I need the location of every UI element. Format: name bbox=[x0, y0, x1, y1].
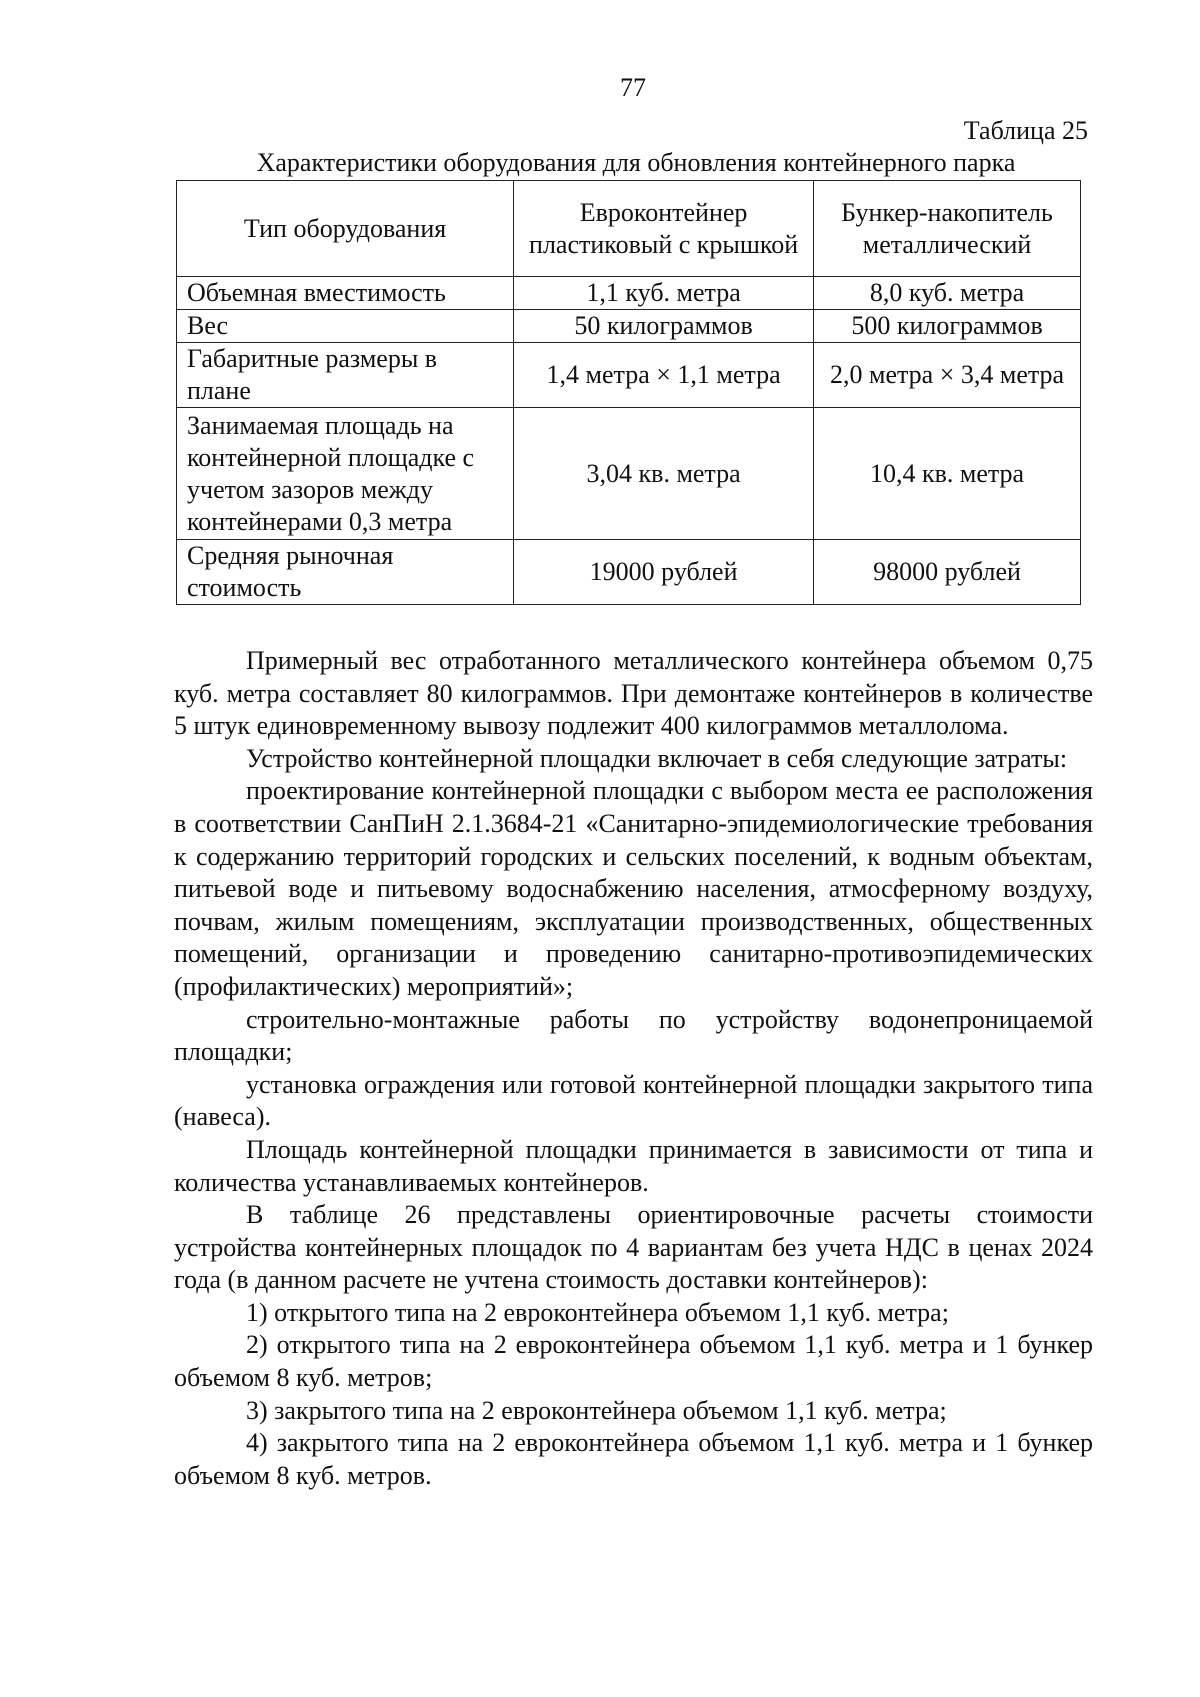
table-cell: 8,0 куб. метра bbox=[814, 277, 1081, 310]
paragraph: проектирование контейнерной площадки с выбором места ее расположения в соответствии СанПиН 2.1.3684-21 «Санитарно-эпидемиологические требования к содержанию территорий городских и сельских поселений, к водным объектам, питьевой воде и питьевому водоснабжению населения, атмосферному воздуху, почвам, жилым помещениям, эксплуатации производственных, общественных помещений, организации и проведению санитарно-противоэпидемических (профилактических) мероприятий»; bbox=[174, 776, 1093, 1001]
table-cell: 10,4 кв. метра bbox=[814, 408, 1081, 540]
table-header-row bbox=[177, 181, 1081, 277]
table-cell: 2,0 метра × 3,4 метра bbox=[814, 343, 1081, 408]
list-item: 3) закрытого типа на 2 евроконтейнера объемом 1,1 куб. метра; bbox=[246, 1395, 947, 1425]
page-number: 77 bbox=[620, 73, 646, 102]
paragraph: строительно-монтажные работы по устройству водонепроницаемой площадки; bbox=[174, 1004, 1093, 1067]
list-item: 1) открытого типа на 2 евроконтейнера объемом 1,1 куб. метра; bbox=[246, 1297, 949, 1327]
table-cell: Занимаемая площадь на контейнерной площадке с учетом зазоров между контейнерами 0,3 метра bbox=[177, 408, 514, 540]
list-item: 4) закрытого типа на 2 евроконтейнера объемом 1,1 куб. метра и 1 бункер объемом 8 куб. метров. bbox=[174, 1428, 1093, 1490]
equipment-table bbox=[176, 180, 1081, 605]
table-cell: 1,4 метра × 1,1 метра bbox=[514, 343, 814, 408]
table-cell: 1,1 куб. метра bbox=[514, 277, 814, 310]
table-row bbox=[177, 408, 1081, 540]
table-cell: 19000 рублей bbox=[514, 540, 814, 605]
table-header-cell: Евроконтейнер пластиковый с крышкой bbox=[514, 181, 814, 277]
paragraph: В таблице 26 представлены ориентировочные расчеты стоимости устройства контейнерных площадок по 4 вариантам без учета НДС в ценах 2024 года (в данном расчете не учтена стоимость доставки контейнеров): bbox=[174, 1200, 1093, 1295]
table-row bbox=[177, 540, 1081, 605]
paragraph: установка ограждения или готовой контейнерной площадки закрытого типа (навеса). bbox=[174, 1069, 1093, 1132]
table-cell: Средняя рыночная стоимость bbox=[177, 540, 514, 605]
list-item: 2) открытого типа на 2 евроконтейнера объемом 1,1 куб. метра и 1 бункер объемом 8 куб. метров; bbox=[174, 1330, 1093, 1393]
paragraph: Устройство контейнерной площадки включает в себя следующие затраты: bbox=[246, 743, 1068, 773]
table-cell: 50 килограммов bbox=[514, 310, 814, 343]
table-cell: 500 килограммов bbox=[814, 310, 1081, 343]
table-header-cell: Тип оборудования bbox=[177, 181, 514, 277]
table-header-cell: Бункер-накопитель металлический bbox=[814, 181, 1081, 277]
table-row bbox=[177, 310, 1081, 343]
table-cell: Габаритные размеры в плане bbox=[177, 343, 514, 408]
table-cell: 98000 рублей bbox=[814, 540, 1081, 605]
table-cell: 3,04 кв. метра bbox=[514, 408, 814, 540]
table-caption: Характеристики оборудования для обновления контейнерного парка bbox=[256, 148, 1016, 177]
paragraph: Площадь контейнерной площадки принимается в зависимости от типа и количества устанавливаемых контейнеров. bbox=[174, 1134, 1093, 1197]
table-label: Таблица 25 bbox=[963, 116, 1088, 145]
body-text bbox=[174, 645, 1093, 1492]
table-cell: Объемная вместимость bbox=[177, 277, 514, 310]
table-row bbox=[177, 277, 1081, 310]
table-row bbox=[177, 343, 1081, 408]
paragraph: Примерный вес отработанного металлического контейнера объемом 0,75 куб. метра составляет 80 килограммов. При демонтаже контейнеров в количестве 5 штук единовременному вывозу подлежит 400 килограммов металлолома. bbox=[174, 646, 1093, 741]
table-cell: Вес bbox=[177, 310, 514, 343]
